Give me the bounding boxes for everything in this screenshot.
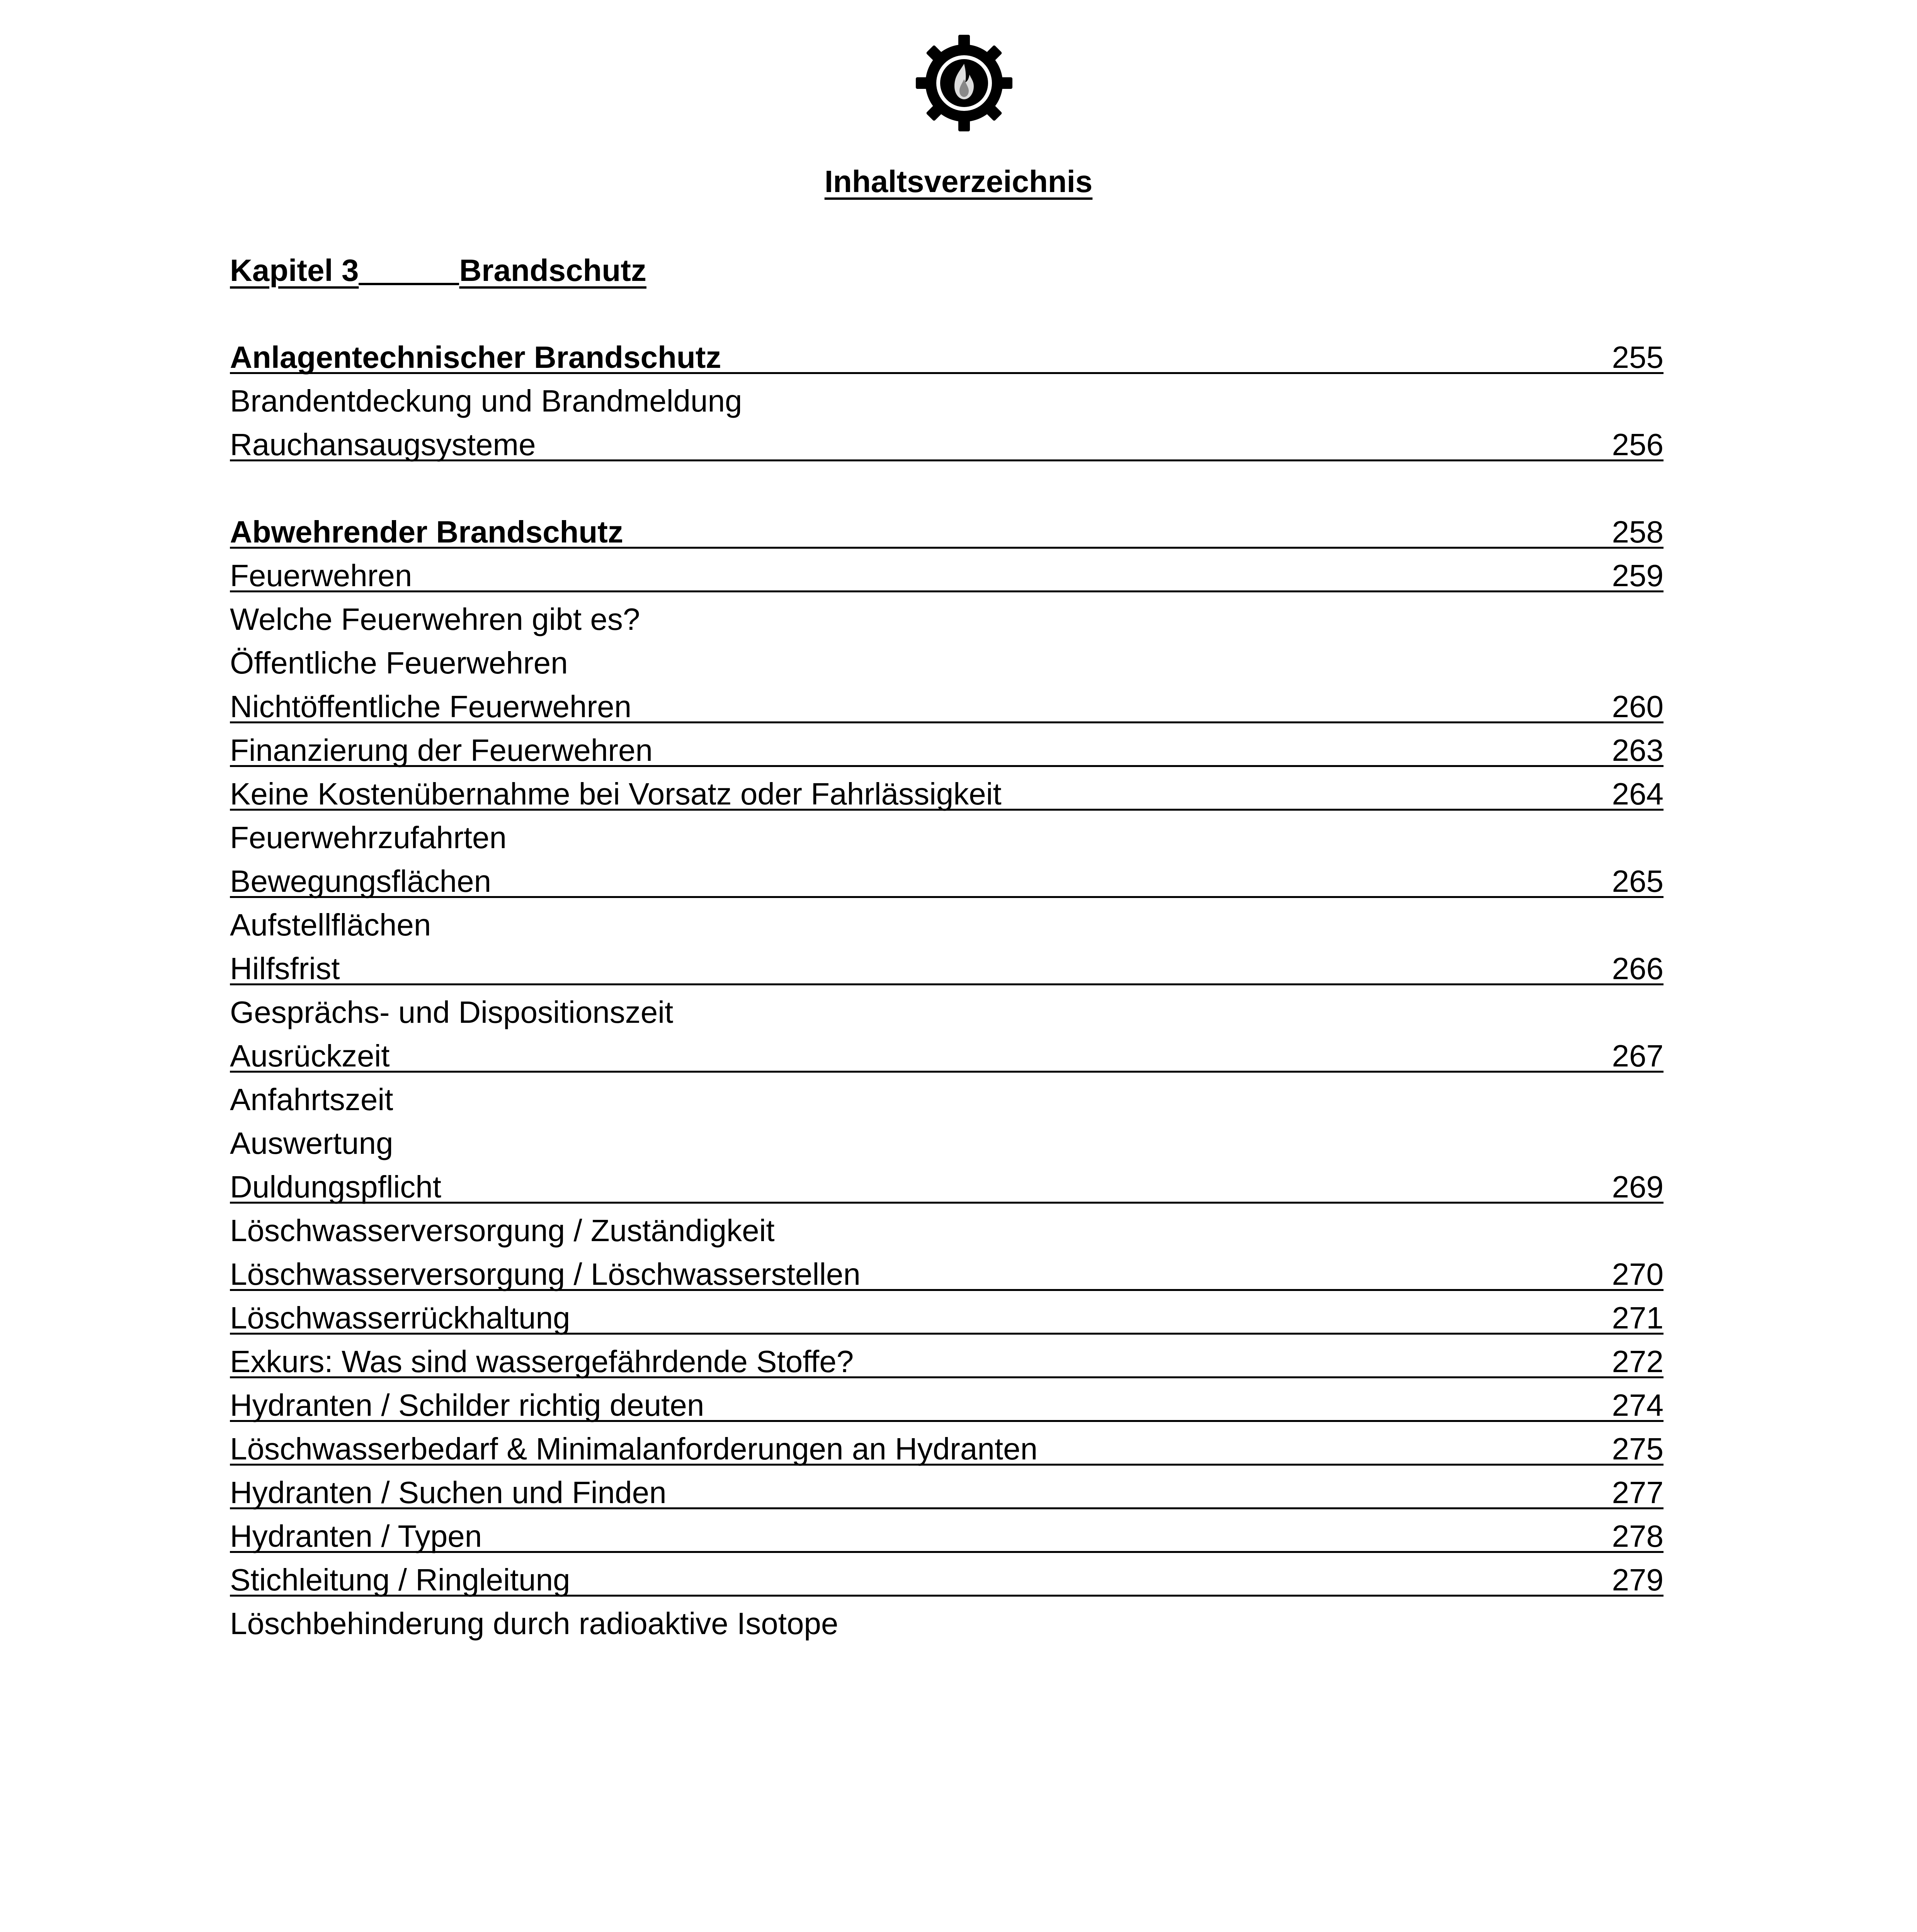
- toc-page-number: 258: [1612, 515, 1664, 549]
- toc-spacer: [230, 469, 1664, 513]
- toc-entry-label: Finanzierung der Feuerwehren: [230, 733, 653, 767]
- toc-entry-label: Hydranten / Schilder richtig deuten: [230, 1388, 704, 1422]
- toc-entry: [230, 993, 1664, 1037]
- toc-entry-label: Hilfsfrist: [230, 951, 340, 986]
- toc-entry: [230, 1211, 1664, 1255]
- toc-entry-label: Löschwasserbedarf & Minimalanforderungen an Hydranten: [230, 1432, 1038, 1466]
- toc-entry: [230, 1604, 1664, 1648]
- page-title: Inhaltsverzeichnis: [824, 164, 1093, 199]
- toc-entry-label: Löschwasserversorgung / Zuständigkeit: [230, 1213, 775, 1248]
- toc-page-number: 271: [1612, 1301, 1664, 1335]
- toc-entry: [230, 600, 1664, 644]
- chapter-name: Brandschutz: [459, 253, 646, 287]
- toc-page-number: 265: [1612, 864, 1664, 898]
- toc-entry: [230, 644, 1664, 687]
- toc-entry-label: Löschwasserrückhaltung: [230, 1301, 570, 1335]
- toc-leader-line: [230, 1202, 1664, 1204]
- toc-page-number: 269: [1612, 1170, 1664, 1204]
- toc-entry: [230, 1473, 1664, 1517]
- toc-entry-label: Anfahrtszeit: [230, 1082, 393, 1117]
- toc-entry: [230, 949, 1664, 993]
- toc-entry-label: Abwehrender Brandschutz: [230, 515, 623, 549]
- toc-page-number: 274: [1612, 1388, 1664, 1422]
- toc-entry-label: Brandentdeckung und Brandmeldung: [230, 384, 742, 418]
- toc-entry-label: Exkurs: Was sind wassergefährdende Stoffe?: [230, 1344, 854, 1379]
- toc-entry-label: Feuerwehren: [230, 558, 412, 593]
- toc-page-number: 259: [1612, 558, 1664, 593]
- toc-entry: [230, 1037, 1664, 1080]
- toc-entry-label: Öffentliche Feuerwehren: [230, 646, 568, 680]
- toc-entry-label: Aufstellflächen: [230, 908, 431, 942]
- toc-entry: [230, 775, 1664, 818]
- toc-entry-label: Hydranten / Typen: [230, 1519, 482, 1553]
- toc-entry: [230, 425, 1664, 469]
- toc-entry: [230, 382, 1664, 425]
- toc-entry-label: Löschwasserversorgung / Löschwasserstellen: [230, 1257, 861, 1291]
- toc-entry: [230, 731, 1664, 775]
- chapter-heading: [230, 251, 646, 290]
- toc-page-number: 279: [1612, 1563, 1664, 1597]
- toc-entry: [230, 1430, 1664, 1473]
- toc-page-number: 277: [1612, 1475, 1664, 1510]
- toc-entry: [230, 1561, 1664, 1604]
- toc-page-number: 272: [1612, 1344, 1664, 1379]
- toc-page-number: 266: [1612, 951, 1664, 986]
- toc-section-heading: [230, 513, 1664, 556]
- toc-section-heading: [230, 338, 1664, 382]
- toc-entry-label: Stichleitung / Ringleitung: [230, 1563, 570, 1597]
- toc-entry-label: Anlagentechnischer Brandschutz: [230, 340, 721, 374]
- toc-entry: [230, 1124, 1664, 1168]
- toc-entry: [230, 818, 1664, 862]
- toc-page-number: 267: [1612, 1039, 1664, 1073]
- toc-entry-label: Auswertung: [230, 1126, 393, 1160]
- toc-entry: [230, 906, 1664, 949]
- toc-entry: [230, 1517, 1664, 1561]
- toc-entry-label: Nichtöffentliche Feuerwehren: [230, 689, 632, 724]
- toc-entry-label: Ausrückzeit: [230, 1039, 390, 1073]
- table-of-contents: [230, 338, 1664, 1648]
- toc-entry: [230, 1080, 1664, 1124]
- toc-leader-line: [230, 1071, 1664, 1073]
- chapter-number: Kapitel 3: [230, 253, 359, 287]
- toc-entry-label: Keine Kostenübernahme bei Vorsatz oder Fahrlässigkeit: [230, 777, 1002, 811]
- toc-entry-label: Welche Feuerwehren gibt es?: [230, 602, 640, 636]
- gear-flame-icon: [914, 33, 1014, 133]
- toc-entry-label: Duldungspflicht: [230, 1170, 441, 1204]
- toc-entry-label: Löschbehinderung durch radioaktive Isotope: [230, 1606, 839, 1641]
- toc-page-number: 263: [1612, 733, 1664, 767]
- toc-page-number: 270: [1612, 1257, 1664, 1291]
- chapter-gap: [359, 251, 459, 285]
- toc-entry: [230, 1168, 1664, 1211]
- toc-entry-label: Gesprächs- und Dispositionszeit: [230, 995, 674, 1029]
- toc-entry: [230, 1342, 1664, 1386]
- toc-entry-label: Rauchansaugsysteme: [230, 427, 536, 462]
- toc-entry-label: Hydranten / Suchen und Finden: [230, 1475, 667, 1510]
- toc-entry-label: Bewegungsflächen: [230, 864, 492, 898]
- toc-page-number: 275: [1612, 1432, 1664, 1466]
- toc-entry: [230, 1299, 1664, 1342]
- toc-entry-label: Feuerwehrzufahrten: [230, 820, 507, 855]
- toc-entry: [230, 687, 1664, 731]
- toc-entry: [230, 1255, 1664, 1299]
- toc-page-number: 278: [1612, 1519, 1664, 1553]
- toc-leader-line: [230, 590, 1664, 592]
- toc-page-number: 256: [1612, 427, 1664, 462]
- toc-entry: [230, 556, 1664, 600]
- toc-page-number: 264: [1612, 777, 1664, 811]
- toc-leader-line: [230, 983, 1664, 985]
- toc-entry: [230, 1386, 1664, 1430]
- toc-entry: [230, 862, 1664, 906]
- toc-page-number: 260: [1612, 689, 1664, 724]
- toc-page-number: 255: [1612, 340, 1664, 374]
